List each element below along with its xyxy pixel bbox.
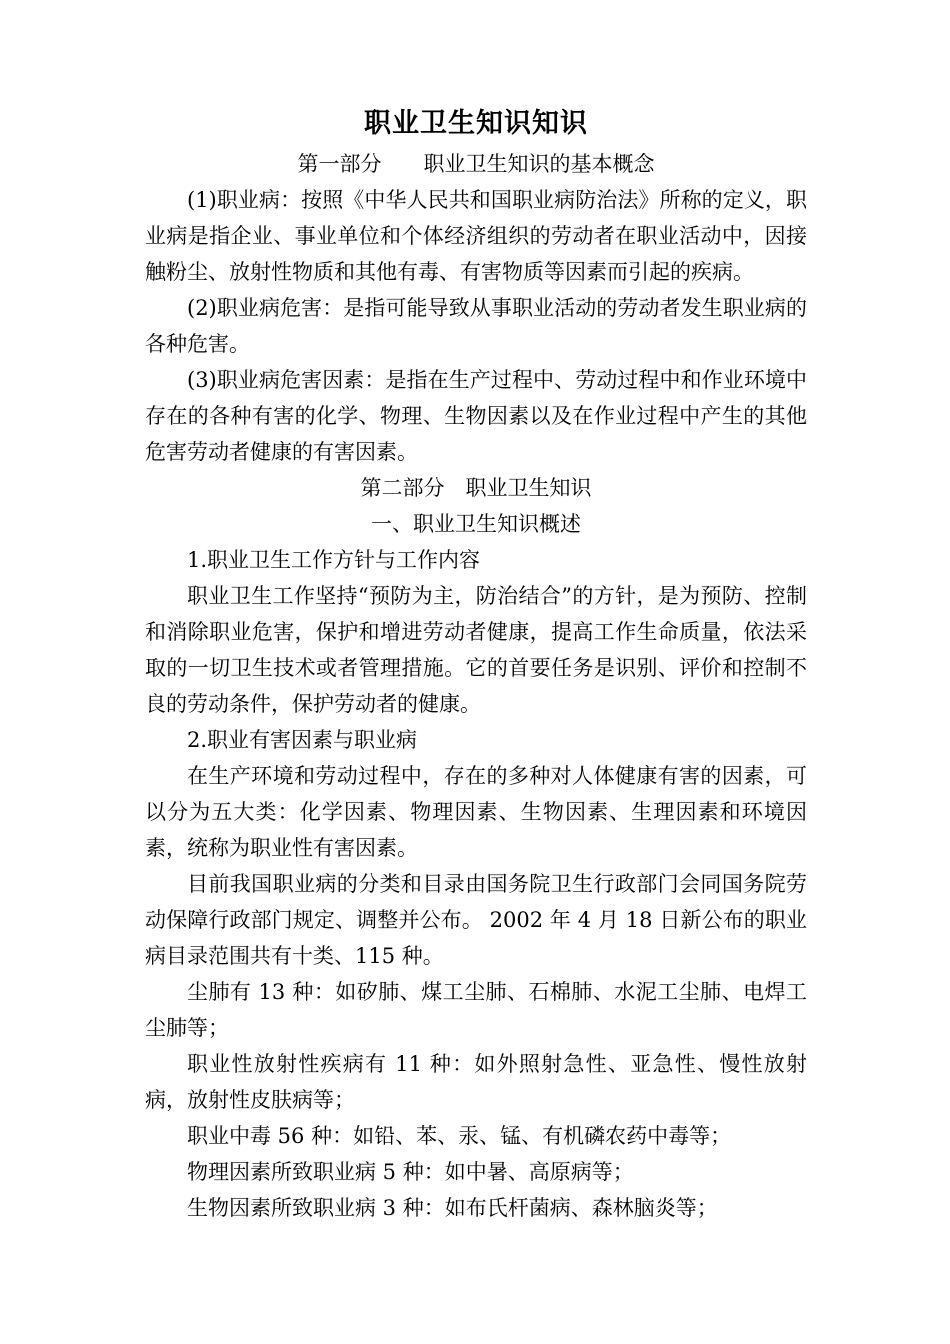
paragraph-five-categories: 在生产环境和劳动过程中，存在的多种对人体健康有害的因素，可以分为五大类：化学因素、物理因素、生物因素、生理因素和环境因素，统称为职业性有害因素。: [145, 764, 807, 860]
paragraph-work-policy: 职业卫生工作坚持“预防为主，防治结合”的方针，是为预防、控制和消除职业危害，保护和增进劳动者健康，提高工作生命质量，依法采取的一切卫生技术或者管理措施。它的首要任务是识别、评价和控制不良的劳动条件，保护劳动者的健康。: [145, 584, 807, 716]
paragraph-definition-hazard: (2)职业病危害：是指可能导致从事职业活动的劳动者发生职业病的各种危害。: [145, 296, 807, 356]
list-item-poisoning: 职业中毒 56 种：如铅、苯、汞、锰、有机磷农药中毒等；: [187, 1124, 732, 1148]
list-item-biological-factors: 生物因素所致职业病 3 种：如布氏杆菌病、森林脑炎等；: [187, 1196, 718, 1220]
paragraph-disease-catalog: 目前我国职业病的分类和目录由国务院卫生行政部门会同国务院劳动保障行政部门规定、调整并公布。 2002 年 4 月 18 日新公布的职业病目录范围共有十类、115 种。: [145, 872, 807, 968]
section1-heading: 一、职业卫生知识概述: [371, 512, 581, 536]
subheading-hazard-factors: 2.职业有害因素与职业病: [187, 728, 418, 752]
paragraph-definition-hazard-factors: (3)职业病危害因素：是指在生产过程中、劳动过程中和作业环境中存在的各种有害的化学、物理、生物因素以及在作业过程中产生的其他危害劳动者健康的有害因素。: [145, 368, 807, 464]
list-item-physical-factors: 物理因素所致职业病 5 种：如中暑、高原病等；: [187, 1160, 634, 1184]
list-item-pneumoconiosis: 尘肺有 13 种：如矽肺、煤工尘肺、石棉肺、水泥工尘肺、电焊工尘肺等；: [145, 980, 807, 1040]
subheading-work-policy: 1.职业卫生工作方针与工作内容: [187, 548, 481, 572]
paragraph-definition-occupational-disease: (1)职业病：按照《中华人民共和国职业病防治法》所称的定义，职业病是指企业、事业单位和个体经济组织的劳动者在职业活动中，因接触粉尘、放射性物质和其他有毒、有害物质等因素而引起的疾病。: [145, 188, 807, 284]
document-title: 职业卫生知识知识: [364, 108, 588, 139]
list-item-radiation-disease: 职业性放射性疾病有 11 种：如外照射急性、亚急性、慢性放射病，放射性皮肤病等；: [145, 1052, 807, 1112]
document-page: [145, 100, 807, 1226]
part2-heading: 第二部分 职业卫生知识: [360, 476, 592, 500]
part1-heading: 第一部分 职业卫生知识的基本概念: [297, 152, 655, 176]
